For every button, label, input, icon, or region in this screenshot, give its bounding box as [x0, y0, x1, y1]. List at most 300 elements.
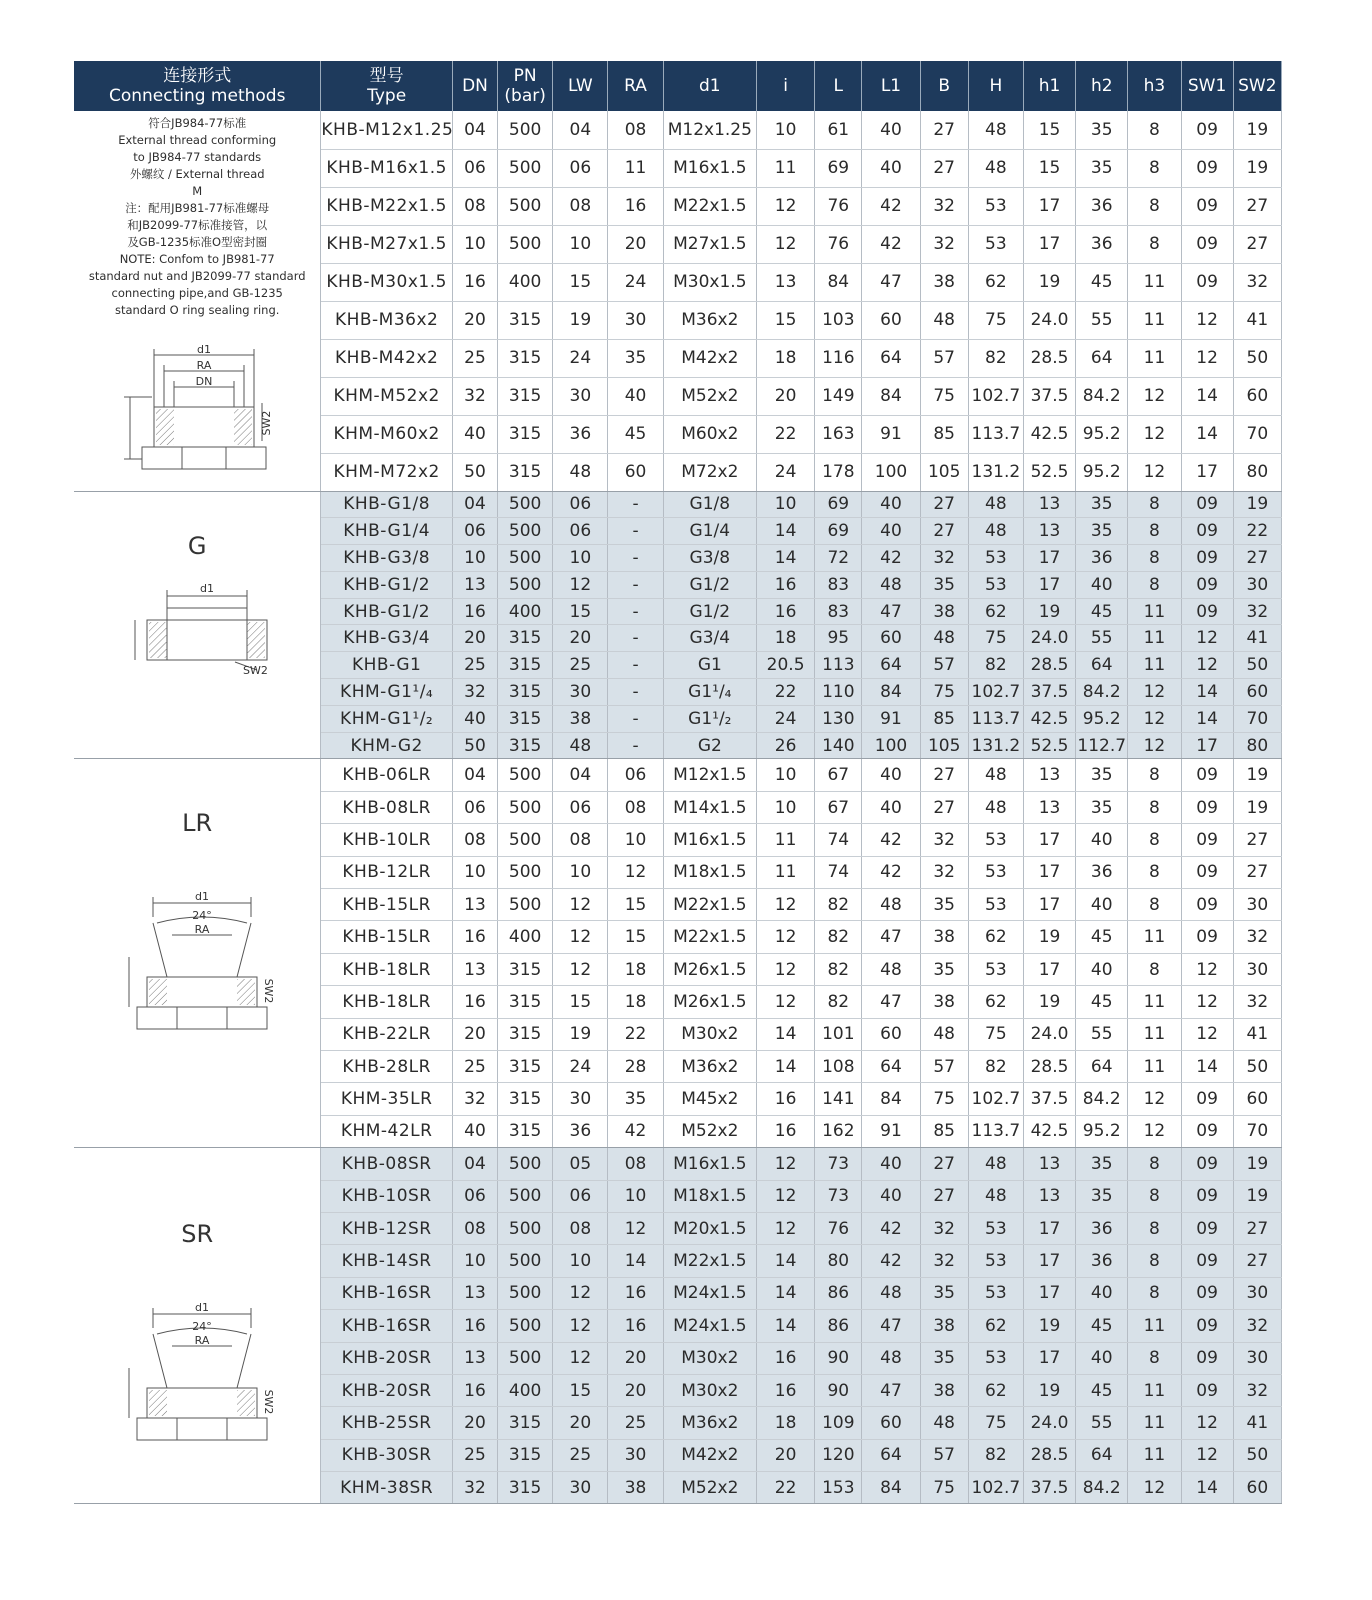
value-cell: 57: [920, 652, 968, 679]
value-cell: 09: [1181, 1310, 1233, 1342]
value-cell: 13: [757, 263, 815, 301]
value-cell: 315: [498, 679, 553, 706]
value-cell: 47: [862, 598, 920, 625]
value-cell: 11: [1128, 339, 1181, 377]
value-cell: 48: [862, 1277, 920, 1309]
value-cell: 8: [1128, 824, 1181, 856]
value-cell: 100: [862, 453, 920, 491]
value-cell: 17: [1023, 889, 1075, 921]
value-cell: 75: [968, 1018, 1023, 1050]
type-cell: KHM-38SR: [321, 1472, 452, 1504]
value-cell: 41: [1233, 301, 1281, 339]
value-cell: 8: [1128, 856, 1181, 888]
value-cell: 8: [1128, 889, 1181, 921]
value-cell: 86: [815, 1277, 862, 1309]
value-cell: 102.7: [968, 679, 1023, 706]
value-cell: 09: [1181, 571, 1233, 598]
value-cell: 8: [1128, 1277, 1181, 1309]
diagram-label: d1: [195, 1301, 210, 1315]
diagram-label: d1: [195, 890, 210, 904]
col-header-h2: h2: [1076, 61, 1128, 111]
value-cell: 131.2: [968, 732, 1023, 759]
value-cell: 113: [815, 652, 862, 679]
col-header-b: B: [920, 61, 968, 111]
value-cell: 13: [1023, 1148, 1075, 1180]
value-cell: 52.5: [1023, 453, 1075, 491]
value-cell: 09: [1181, 518, 1233, 545]
value-cell: 50: [1233, 652, 1281, 679]
value-cell: 8: [1128, 491, 1181, 518]
value-cell: 8: [1128, 1180, 1181, 1212]
method-note: [74, 111, 320, 319]
value-cell: 162: [815, 1115, 862, 1147]
value-cell: 17: [1023, 1245, 1075, 1277]
connecting-method-cell: [74, 1148, 321, 1504]
value-cell: 30: [1233, 1277, 1281, 1309]
value-cell: 13: [1023, 1180, 1075, 1212]
value-cell: 16: [452, 921, 497, 953]
value-cell: 42: [862, 1245, 920, 1277]
value-cell: 08: [553, 1212, 608, 1244]
value-cell: 11: [1128, 1374, 1181, 1406]
value-cell: 315: [498, 339, 553, 377]
table-row: [74, 111, 1282, 149]
value-cell: 20: [608, 1342, 663, 1374]
value-cell: 08: [553, 187, 608, 225]
value-cell: 102.7: [968, 1472, 1023, 1504]
value-cell: 16: [608, 1277, 663, 1309]
value-cell: 48: [862, 953, 920, 985]
value-cell: 32: [1233, 921, 1281, 953]
value-cell: 22: [757, 679, 815, 706]
value-cell: 10: [452, 856, 497, 888]
col-header-sw2: SW2: [1233, 61, 1281, 111]
value-cell: 08: [608, 791, 663, 823]
value-cell: 12: [757, 1148, 815, 1180]
value-cell: 09: [1181, 187, 1233, 225]
value-cell: 08: [608, 1148, 663, 1180]
value-cell: 15: [1023, 149, 1075, 187]
value-cell: 15: [553, 263, 608, 301]
value-cell: M16x1.5: [663, 1148, 756, 1180]
value-cell: 16: [452, 598, 497, 625]
value-cell: 95: [815, 625, 862, 652]
value-cell: M16x1.5: [663, 149, 756, 187]
note-line: M: [192, 184, 203, 198]
value-cell: 40: [862, 491, 920, 518]
value-cell: 42: [862, 187, 920, 225]
value-cell: 25: [452, 339, 497, 377]
value-cell: 40: [452, 415, 497, 453]
value-cell: 06: [553, 791, 608, 823]
value-cell: 35: [1076, 149, 1128, 187]
value-cell: 35: [1076, 791, 1128, 823]
diagram-label: 24°: [192, 909, 212, 923]
value-cell: 45: [1076, 986, 1128, 1018]
value-cell: 112.7: [1076, 732, 1128, 759]
value-cell: 84.2: [1076, 1472, 1128, 1504]
value-cell: 500: [498, 518, 553, 545]
value-cell: 27: [920, 111, 968, 149]
value-cell: 08: [553, 824, 608, 856]
value-cell: 12: [757, 921, 815, 953]
value-cell: 500: [498, 545, 553, 572]
type-cell: KHB-28LR: [321, 1050, 452, 1082]
value-cell: 64: [862, 339, 920, 377]
type-cell: KHB-10SR: [321, 1180, 452, 1212]
value-cell: 10: [757, 791, 815, 823]
connecting-method-cell: [74, 111, 321, 491]
col-header-l: L: [815, 61, 862, 111]
value-cell: 12: [1181, 652, 1233, 679]
value-cell: 500: [498, 225, 553, 263]
value-cell: 15: [757, 301, 815, 339]
value-cell: 09: [1181, 791, 1233, 823]
value-cell: 95.2: [1076, 1115, 1128, 1147]
value-cell: 91: [862, 705, 920, 732]
value-cell: 15: [553, 1374, 608, 1406]
value-cell: 17: [1023, 953, 1075, 985]
value-cell: 74: [815, 856, 862, 888]
value-cell: M26x1.5: [663, 953, 756, 985]
value-cell: G1¹/₄: [663, 679, 756, 706]
value-cell: 500: [498, 491, 553, 518]
note-line: connecting pipe,and GB-1235: [111, 286, 283, 300]
value-cell: 12: [1128, 679, 1181, 706]
value-cell: M42x2: [663, 1439, 756, 1471]
value-cell: 315: [498, 1050, 553, 1082]
value-cell: 15: [608, 889, 663, 921]
value-cell: -: [608, 732, 663, 759]
value-cell: 57: [920, 1439, 968, 1471]
value-cell: 52.5: [1023, 732, 1075, 759]
value-cell: 08: [608, 111, 663, 149]
value-cell: 19: [1233, 759, 1281, 791]
value-cell: 06: [452, 1180, 497, 1212]
note-line: 及GB-1235标准O型密封圈: [127, 235, 268, 249]
value-cell: 06: [452, 518, 497, 545]
value-cell: 14: [608, 1245, 663, 1277]
type-cell: KHB-30SR: [321, 1439, 452, 1471]
value-cell: 32: [1233, 263, 1281, 301]
value-cell: 09: [1181, 491, 1233, 518]
value-cell: -: [608, 571, 663, 598]
value-cell: 13: [1023, 518, 1075, 545]
value-cell: 37.5: [1023, 1083, 1075, 1115]
value-cell: 64: [1076, 339, 1128, 377]
value-cell: 60: [862, 301, 920, 339]
note-line: External thread conforming: [118, 133, 277, 147]
diagram-label: SW2: [260, 410, 274, 436]
col-header-d1: d1: [663, 61, 756, 111]
value-cell: 35: [1076, 491, 1128, 518]
value-cell: 12: [1128, 453, 1181, 491]
type-cell: KHB-G1/2: [321, 598, 452, 625]
value-cell: 400: [498, 598, 553, 625]
value-cell: 24.0: [1023, 1018, 1075, 1050]
value-cell: 48: [920, 1407, 968, 1439]
value-cell: 53: [968, 187, 1023, 225]
value-cell: G1¹/₂: [663, 705, 756, 732]
value-cell: 32: [452, 1472, 497, 1504]
value-cell: 27: [1233, 545, 1281, 572]
value-cell: 35: [1076, 111, 1128, 149]
value-cell: 42: [862, 856, 920, 888]
value-cell: -: [608, 518, 663, 545]
value-cell: 12: [553, 1342, 608, 1374]
value-cell: 41: [1233, 625, 1281, 652]
value-cell: 11: [1128, 1407, 1181, 1439]
fitting-diagram: [112, 337, 282, 477]
value-cell: 45: [608, 415, 663, 453]
value-cell: 27: [1233, 225, 1281, 263]
value-cell: 11: [1128, 1018, 1181, 1050]
value-cell: 06: [553, 491, 608, 518]
value-cell: 14: [1181, 377, 1233, 415]
type-cell: KHB-08LR: [321, 791, 452, 823]
value-cell: 53: [968, 856, 1023, 888]
value-cell: M22x1.5: [663, 187, 756, 225]
col-header-pn: PN (bar): [498, 61, 553, 111]
value-cell: 35: [1076, 1180, 1128, 1212]
value-cell: 28.5: [1023, 339, 1075, 377]
value-cell: 47: [862, 263, 920, 301]
value-cell: 19: [1023, 986, 1075, 1018]
value-cell: 12: [553, 953, 608, 985]
value-cell: 48: [553, 453, 608, 491]
value-cell: 14: [757, 1310, 815, 1342]
value-cell: 47: [862, 1310, 920, 1342]
value-cell: 500: [498, 1342, 553, 1374]
value-cell: M27x1.5: [663, 225, 756, 263]
value-cell: 15: [1023, 111, 1075, 149]
value-cell: 8: [1128, 759, 1181, 791]
value-cell: 48: [968, 111, 1023, 149]
note-line: 符合JB984-77标准: [148, 116, 247, 130]
value-cell: 12: [1181, 986, 1233, 1018]
value-cell: M18x1.5: [663, 856, 756, 888]
value-cell: 09: [1181, 598, 1233, 625]
value-cell: 09: [1181, 824, 1233, 856]
value-cell: 40: [452, 1115, 497, 1147]
value-cell: 32: [452, 377, 497, 415]
value-cell: 25: [452, 1050, 497, 1082]
value-cell: -: [608, 625, 663, 652]
type-cell: KHB-16SR: [321, 1277, 452, 1309]
value-cell: -: [608, 598, 663, 625]
value-cell: 55: [1076, 625, 1128, 652]
value-cell: 82: [815, 889, 862, 921]
value-cell: 32: [920, 225, 968, 263]
value-cell: 140: [815, 732, 862, 759]
value-cell: 53: [968, 1277, 1023, 1309]
type-cell: KHB-06LR: [321, 759, 452, 791]
value-cell: 83: [815, 571, 862, 598]
value-cell: 22: [1233, 518, 1281, 545]
value-cell: 20: [553, 1407, 608, 1439]
value-cell: 95.2: [1076, 453, 1128, 491]
value-cell: 72: [815, 545, 862, 572]
value-cell: 64: [862, 1050, 920, 1082]
value-cell: 35: [920, 953, 968, 985]
value-cell: 13: [1023, 791, 1075, 823]
value-cell: 09: [1181, 1245, 1233, 1277]
value-cell: 42: [608, 1115, 663, 1147]
value-cell: 120: [815, 1439, 862, 1471]
note-line: 注：配用JB981-77标准螺母: [125, 201, 270, 215]
value-cell: 20: [608, 1374, 663, 1406]
value-cell: 48: [968, 491, 1023, 518]
value-cell: 64: [1076, 652, 1128, 679]
value-cell: 40: [1076, 953, 1128, 985]
value-cell: 60: [1233, 679, 1281, 706]
value-cell: 14: [757, 1018, 815, 1050]
value-cell: M72x2: [663, 453, 756, 491]
type-cell: KHB-18LR: [321, 986, 452, 1018]
value-cell: 70: [1233, 415, 1281, 453]
value-cell: 27: [920, 759, 968, 791]
spec-table: [74, 61, 1282, 1504]
diagram-label: DN: [195, 375, 213, 388]
value-cell: 04: [452, 111, 497, 149]
value-cell: 60: [1233, 1472, 1281, 1504]
value-cell: 30: [1233, 571, 1281, 598]
value-cell: 40: [608, 377, 663, 415]
value-cell: 38: [920, 986, 968, 1018]
value-cell: 26: [757, 732, 815, 759]
value-cell: 30: [608, 1439, 663, 1471]
value-cell: 17: [1023, 225, 1075, 263]
value-cell: 09: [1181, 1148, 1233, 1180]
value-cell: 09: [1181, 1180, 1233, 1212]
value-cell: M36x2: [663, 1407, 756, 1439]
diagram-label: SW2: [243, 663, 269, 677]
value-cell: 16: [757, 1342, 815, 1374]
value-cell: 178: [815, 453, 862, 491]
value-cell: 09: [1181, 889, 1233, 921]
value-cell: 24: [608, 263, 663, 301]
value-cell: 37.5: [1023, 377, 1075, 415]
value-cell: 09: [1181, 263, 1233, 301]
value-cell: M30x2: [663, 1374, 756, 1406]
type-cell: KHB-18LR: [321, 953, 452, 985]
value-cell: 35: [608, 1083, 663, 1115]
value-cell: 84: [815, 263, 862, 301]
value-cell: 86: [815, 1310, 862, 1342]
value-cell: 82: [815, 986, 862, 1018]
value-cell: 08: [452, 824, 497, 856]
value-cell: 12: [1128, 415, 1181, 453]
value-cell: 36: [553, 415, 608, 453]
value-cell: 113.7: [968, 705, 1023, 732]
value-cell: 315: [498, 705, 553, 732]
value-cell: 13: [1023, 491, 1075, 518]
value-cell: 60: [1233, 377, 1281, 415]
value-cell: 40: [1076, 1277, 1128, 1309]
value-cell: M60x2: [663, 415, 756, 453]
value-cell: 62: [968, 921, 1023, 953]
diagram-wrap: [74, 578, 320, 683]
value-cell: 8: [1128, 187, 1181, 225]
value-cell: 500: [498, 1148, 553, 1180]
value-cell: 08: [452, 1212, 497, 1244]
value-cell: 84: [862, 377, 920, 415]
value-cell: 70: [1233, 1115, 1281, 1147]
value-cell: 40: [862, 791, 920, 823]
type-cell: KHB-G3/4: [321, 625, 452, 652]
value-cell: 69: [815, 518, 862, 545]
value-cell: 09: [1181, 1083, 1233, 1115]
value-cell: 04: [553, 759, 608, 791]
value-cell: 32: [920, 187, 968, 225]
value-cell: 315: [498, 1083, 553, 1115]
value-cell: 75: [968, 625, 1023, 652]
value-cell: 57: [920, 1050, 968, 1082]
value-cell: 10: [452, 545, 497, 572]
value-cell: 10: [757, 491, 815, 518]
value-cell: 08: [452, 187, 497, 225]
value-cell: 16: [757, 571, 815, 598]
value-cell: 09: [1181, 111, 1233, 149]
value-cell: 35: [920, 1342, 968, 1374]
type-cell: KHB-G1/8: [321, 491, 452, 518]
value-cell: 69: [815, 491, 862, 518]
value-cell: 32: [920, 856, 968, 888]
value-cell: M36x2: [663, 301, 756, 339]
type-cell: KHB-15LR: [321, 889, 452, 921]
value-cell: 20: [452, 301, 497, 339]
value-cell: 8: [1128, 571, 1181, 598]
value-cell: 12: [1181, 339, 1233, 377]
value-cell: 09: [1181, 856, 1233, 888]
value-cell: 50: [452, 732, 497, 759]
type-cell: KHB-G1/4: [321, 518, 452, 545]
value-cell: 45: [1076, 1374, 1128, 1406]
value-cell: 12: [1128, 705, 1181, 732]
value-cell: 14: [757, 518, 815, 545]
value-cell: 24.0: [1023, 625, 1075, 652]
value-cell: G1/8: [663, 491, 756, 518]
value-cell: 62: [968, 598, 1023, 625]
value-cell: 12: [1128, 1083, 1181, 1115]
value-cell: 45: [1076, 598, 1128, 625]
value-cell: 25: [608, 1407, 663, 1439]
value-cell: 27: [1233, 856, 1281, 888]
value-cell: G1/2: [663, 598, 756, 625]
value-cell: 20.5: [757, 652, 815, 679]
value-cell: 35: [920, 571, 968, 598]
value-cell: 35: [920, 889, 968, 921]
value-cell: M24x1.5: [663, 1277, 756, 1309]
value-cell: M36x2: [663, 1050, 756, 1082]
value-cell: 14: [757, 1277, 815, 1309]
value-cell: 64: [862, 1439, 920, 1471]
type-cell: KHB-22LR: [321, 1018, 452, 1050]
value-cell: 40: [862, 149, 920, 187]
value-cell: 11: [1128, 921, 1181, 953]
value-cell: 62: [968, 986, 1023, 1018]
value-cell: 11: [1128, 263, 1181, 301]
value-cell: 14: [1181, 679, 1233, 706]
value-cell: 40: [862, 518, 920, 545]
diagram-label: RA: [194, 1334, 210, 1348]
value-cell: 82: [968, 1439, 1023, 1471]
value-cell: M18x1.5: [663, 1180, 756, 1212]
value-cell: 14: [757, 1245, 815, 1277]
value-cell: 82: [815, 921, 862, 953]
value-cell: 30: [608, 301, 663, 339]
value-cell: 149: [815, 377, 862, 415]
